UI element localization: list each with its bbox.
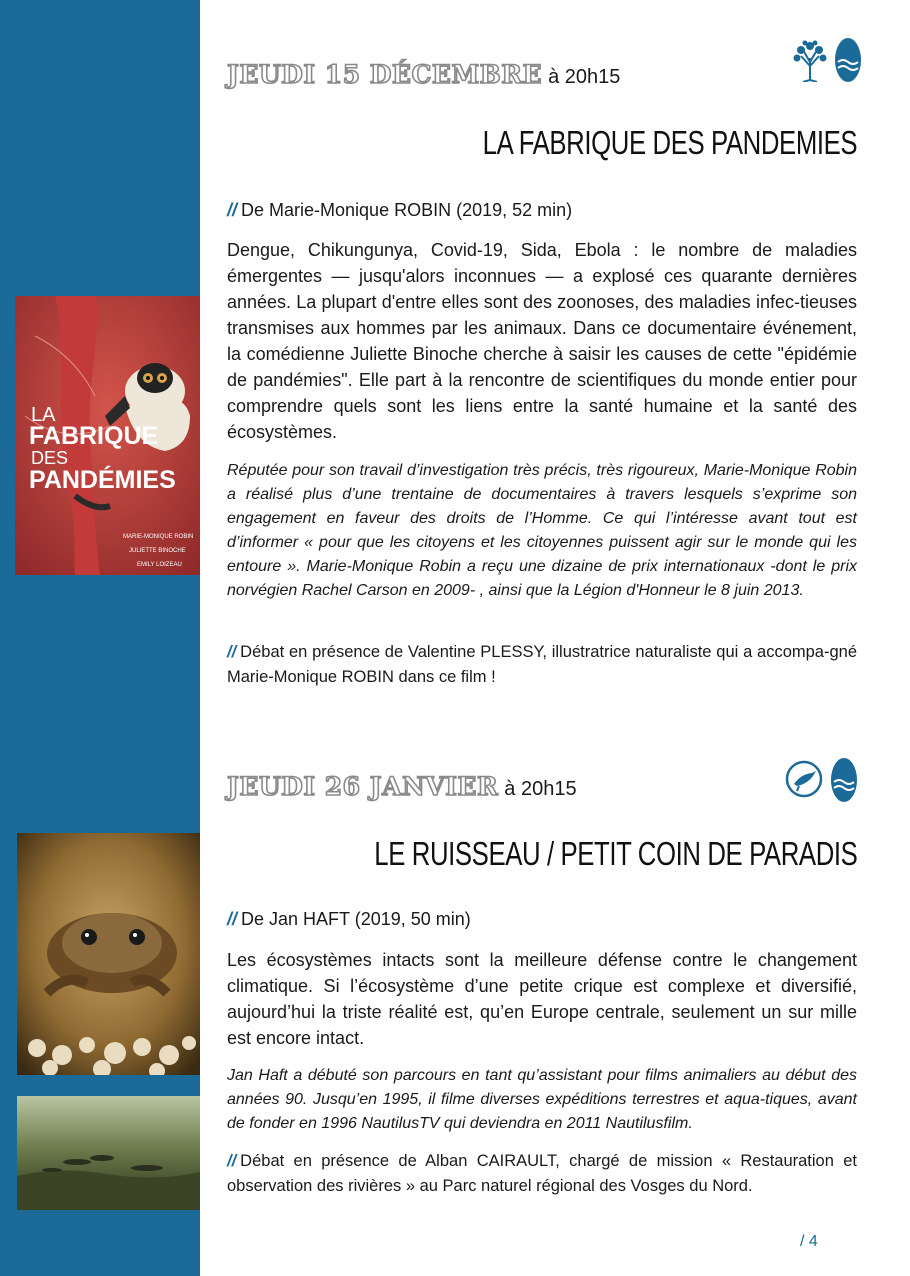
sidebar-band <box>0 0 200 1276</box>
event-2-date: JEUDI 26 JANVIER <box>227 772 499 801</box>
event-1-debate-line <box>227 640 857 690</box>
event-1-description: Dengue, Chikungunya, Covid-19, Sida, Ebola : le nombre de maladies émergentes — jusqu'alors inconnues — a explosé ces quarante dernières années. La plupart d'entre elles sont des zoonoses, des maladies infec-tieuses transmises aux hommes par les animaux. Dans ce documentaire événement, la comédienne Juliette Binoche cherche à saisir les causes de cette "épidémie de pandémies". Elle part à la rencontre de scientifiques du monde entier pour comprendre quels sont les liens entre la santé humaine et la santé des écosystèmes. <box>227 240 857 442</box>
event-1-debate: Débat en présence de Valentine PLESSY, illustratrice naturaliste qui a accompa-gné Marie-Monique ROBIN dans ce film ! <box>227 643 857 686</box>
event-1-title: LA FABRIQUE DES PANDEMIES <box>482 124 857 161</box>
event-1-date: JEUDI 15 DÉCEMBRE <box>227 60 543 89</box>
event-2-date-line <box>227 772 577 801</box>
poster-credit-1: MARIE-MONIQUE ROBIN <box>123 534 194 540</box>
event-1-time: à 20h15 <box>548 66 621 88</box>
event-2-title: LE RUISSEAU / PETIT COIN DE PARADIS <box>373 835 857 872</box>
slash-marker: // <box>227 200 238 220</box>
poster-credit-3: EMILY LOIZEAU <box>137 562 182 568</box>
page-number: / 4 <box>800 1233 818 1250</box>
event-1-credit-line <box>227 200 572 221</box>
film-photo-salamander <box>17 833 200 1075</box>
event-2-time: à 20h15 <box>504 778 577 800</box>
tree-icon <box>793 40 827 82</box>
event-1-date-line <box>227 60 620 89</box>
event-1-bio: Réputée pour son travail d’investigation très précis, très rigoureux, Marie-Monique Robin a réalisé plus d’une trentaine de documentaires à travers lesquels s’exprime son engagement en faveur des droits de l’Homme. Ce qui l’intéresse avant tout est d’informer « pour que les citoyens et les citoyennes puissent agir sur le monde qui les entoure ». Marie-Monique Robin a reçu une dizaine de prix internationaux -dont le prix norvégien Rachel Carson en 2009- , ainsi que la Légion d'Honneur le 8 juin 2013. <box>227 462 857 599</box>
water-drop-icon <box>830 756 858 804</box>
slash-marker: // <box>227 909 238 929</box>
event-1-credit: De Marie-Monique ROBIN (2019, 52 min) <box>241 200 573 220</box>
poster-line-des: DES <box>31 448 69 468</box>
slash-marker: // <box>227 643 237 661</box>
event-2-credit-line <box>227 909 471 930</box>
poster-credit-2: JULIETTE BINOCHE <box>129 548 186 554</box>
bird-icon <box>785 760 823 798</box>
event-2-bio: Jan Haft a débuté son parcours en tant qu’assistant pour films animaliers au début des années 90. Jusqu’en 1995, il filme diverses expéditions terrestres et aqua-tiques, avant de fonder en 1996 NautilusTV qui deviendra en 2011 Nautilusfilm. <box>227 1067 857 1132</box>
event-2-debate: Débat en présence de Alban CAIRAULT, chargé de mission « Restauration et observation des rivières » au Parc naturel régional des Vosges du Nord. <box>227 1152 857 1195</box>
event-2-debate-line <box>227 1149 857 1199</box>
poster-line-la: LA <box>31 404 56 426</box>
poster-line-pandemies: PANDÉMIES <box>29 466 176 494</box>
film-poster-pandemies <box>15 296 200 575</box>
water-drop-icon <box>834 36 862 84</box>
event-2-credit: De Jan HAFT (2019, 50 min) <box>241 909 471 929</box>
poster-line-fabrique: FABRIQUE <box>29 422 159 450</box>
film-photo-underwater <box>17 1096 200 1210</box>
slash-marker: // <box>227 1152 237 1170</box>
event-2-description: Les écosystèmes intacts sont la meilleure défense contre le changement climatique. Si l’écosystème d’une petite crique est complexe et diversifié, aujourd’hui la triste réalité est, qu’en Europe centrale, seulement un sur mille est encore intact. <box>227 950 857 1048</box>
